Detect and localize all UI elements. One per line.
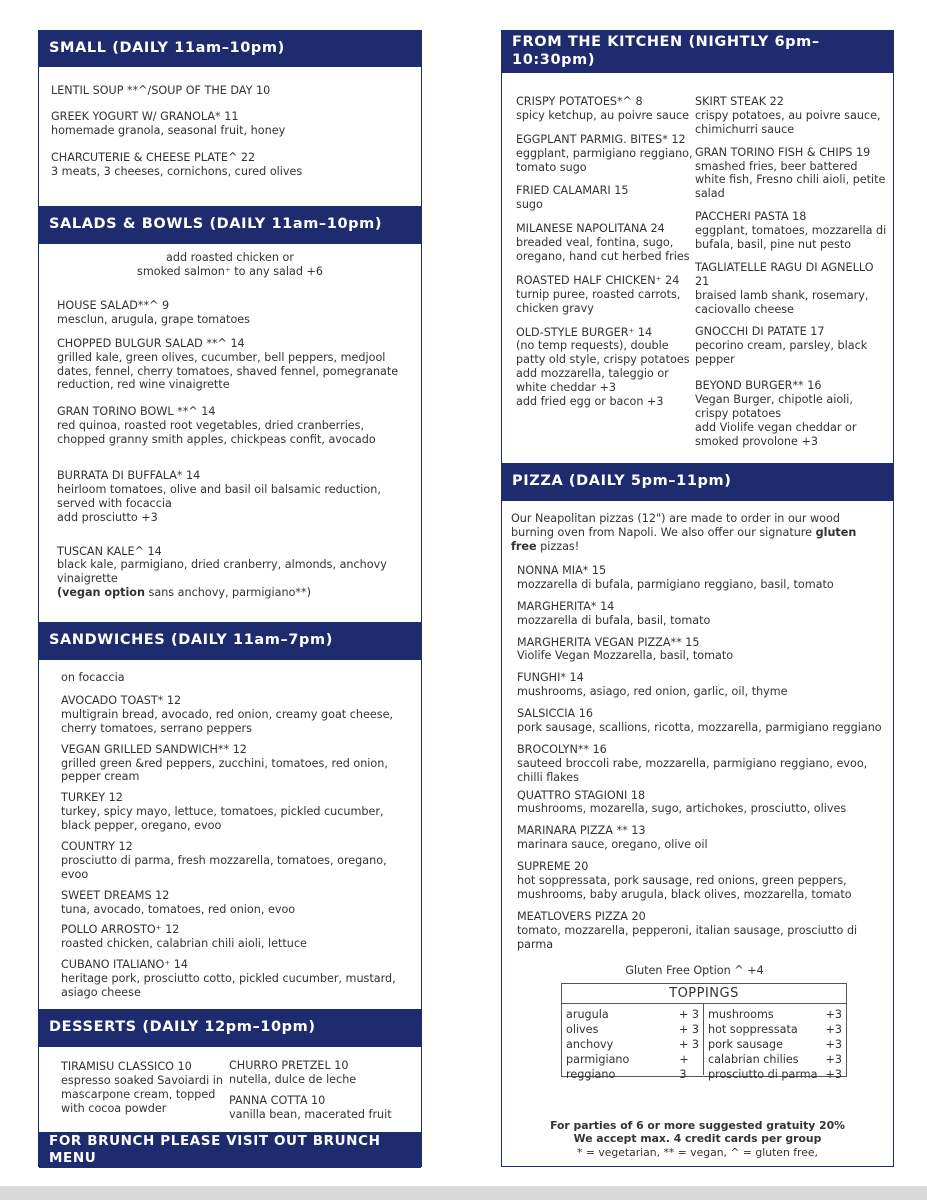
- item-name: NONNA MIA* 15: [517, 564, 607, 577]
- item-desc: red quinoa, roasted root vegetables, dried cranberries, chopped granny smith apples, chickpeas confit, avocado: [57, 419, 376, 447]
- pizza-intro: [502, 512, 893, 554]
- pizza-header-text: PIZZA (DAILY 5pm–11pm): [512, 473, 732, 490]
- item-desc: spicy ketchup, au poivre sauce: [516, 108, 690, 122]
- menu-item: [517, 910, 889, 952]
- item-desc: turkey, spicy mayo, lettuce, tomatoes, pickled cucumber, black pepper, oregano, evoo: [61, 805, 384, 833]
- desserts-left: [61, 1060, 226, 1123]
- item-desc: heritage pork, prosciutto cotto, pickled cucumber, mustard, asiago cheese: [61, 972, 396, 1000]
- sandwiches-items: [39, 694, 421, 1007]
- topping-row: [566, 1022, 699, 1037]
- item-desc: grilled green &red peppers, zucchini, tomatoes, red onion, pepper cream: [61, 756, 388, 784]
- topping-row: [708, 1037, 842, 1052]
- menu-item: [517, 600, 889, 628]
- topping-name: parmigiano reggiano: [566, 1053, 630, 1081]
- right-menu-column: [501, 30, 894, 1167]
- topping-row: [708, 1022, 842, 1037]
- menu-item: [61, 791, 399, 833]
- topping-price: + 3: [678, 1008, 699, 1021]
- item-desc: roasted chicken, calabrian chili aioli, lettuce: [61, 937, 307, 951]
- menu-item: [517, 860, 889, 902]
- page-bottom-strip: [0, 1186, 927, 1200]
- menu-item: [695, 325, 889, 367]
- item-extra: add Violife vegan cheddar or smoked provolone +3: [695, 420, 857, 448]
- menu-item: [61, 923, 399, 951]
- menu-item: [517, 707, 889, 735]
- menu-item: [51, 110, 409, 138]
- item-name: AVOCADO TOAST* 12: [61, 694, 182, 707]
- small-header-text: SMALL (DAILY 11am–10pm): [49, 40, 285, 57]
- salads-note: [39, 251, 421, 279]
- small-items: [39, 84, 421, 185]
- item-name: MEATLOVERS PIZZA 20: [517, 909, 646, 923]
- menu-item: [695, 95, 889, 137]
- item-name: PANNA COTTA 10: [229, 1093, 326, 1107]
- menu-item: [695, 210, 889, 252]
- pizza-intro-text: [511, 512, 884, 554]
- menu-item: [517, 671, 889, 699]
- item-desc: tuna, avocado, tomatoes, red onion, evoo: [61, 902, 296, 916]
- kitchen-right-items: [695, 95, 889, 456]
- menu-item: [517, 564, 889, 592]
- kitchen-left-items: [516, 95, 694, 416]
- item-vegan-note: [57, 586, 403, 600]
- menu-item: [516, 274, 694, 316]
- topping-row: [708, 1052, 842, 1067]
- menu-item: [516, 133, 694, 175]
- item-name: BEYOND BURGER** 16: [695, 379, 822, 393]
- menu-item: [57, 469, 403, 525]
- desserts-right: [229, 1059, 415, 1129]
- item-desc: eggplant, parmigiano reggiano, tomato sugo: [516, 146, 693, 174]
- topping-price: + 3: [678, 1038, 699, 1051]
- menu-item: [61, 840, 399, 882]
- menu-item: [517, 636, 889, 664]
- menu-item: [695, 146, 889, 202]
- topping-name: arugula: [566, 1008, 609, 1021]
- menu-item: [516, 222, 694, 264]
- menu-item: [229, 1059, 415, 1087]
- topping-price: +3: [825, 1068, 842, 1081]
- salads-note-line2: smoked salmon⁺ to any salad +6: [137, 264, 323, 278]
- item-desc: marinara sauce, oregano, olive oil: [517, 838, 708, 852]
- item-desc: 3 meats, 3 cheeses, cornichons, cured olives: [51, 164, 303, 178]
- topping-name: calabrian chilies: [708, 1053, 799, 1066]
- menu-item: [57, 545, 403, 601]
- topping-row: [708, 1067, 842, 1082]
- item-name: LENTIL SOUP **^/SOUP OF THE DAY 10: [51, 84, 271, 97]
- topping-name: pork sausage: [708, 1038, 784, 1051]
- salads-header-text: SALADS & BOWLS (DAILY 11am–10pm): [49, 216, 383, 233]
- desserts-header-text: DESSERTS (DAILY 12pm–10pm): [49, 1019, 316, 1036]
- topping-price: +3: [825, 1038, 842, 1051]
- toppings-title: TOPPINGS: [562, 984, 846, 1004]
- dietary-legend: * = vegetarian, ** = vegan, ^ = gluten free,: [577, 1145, 818, 1159]
- menu-item: [517, 743, 889, 785]
- item-desc: mozzarella di bufala, basil, tomato: [517, 613, 711, 627]
- item-name: SWEET DREAMS 12: [61, 888, 170, 902]
- item-name: CRISPY POTATOES*^ 8: [516, 95, 643, 108]
- footer-notes: [502, 1119, 893, 1159]
- item-name: SUPREME 20: [517, 860, 589, 874]
- topping-price: + 3: [678, 1023, 699, 1036]
- item-name: SALSICCIA 16: [517, 707, 593, 721]
- item-name: BROCOLYN** 16: [517, 742, 607, 756]
- gratuity-note: For parties of 6 or more suggested gratuity 20%: [550, 1119, 845, 1132]
- salads-items: [39, 299, 421, 607]
- topping-row: [566, 1052, 699, 1081]
- item-desc: crispy potatoes, au poivre sauce, chimichurri sauce: [695, 108, 881, 136]
- item-name: HOUSE SALAD**^ 9: [57, 299, 170, 312]
- item-desc: mushrooms, mozarella, sugo, artichokes, prosciutto, olives: [517, 802, 847, 816]
- toppings-right-column: [704, 1004, 846, 1081]
- menu-item: [516, 184, 694, 212]
- item-name: GNOCCHI DI PATATE 17: [695, 325, 825, 339]
- item-desc: vanilla bean, macerated fruit: [229, 1107, 392, 1121]
- item-desc: heirloom tomatoes, olive and basil oil balsamic reduction, served with focaccia: [57, 482, 381, 510]
- item-desc: braised lamb shank, rosemary, caciovallo cheese: [695, 288, 869, 316]
- menu-item: [516, 95, 694, 123]
- gluten-free-option: [502, 964, 893, 978]
- vegan-option-label: (vegan option: [57, 586, 145, 600]
- pizza-intro-a: Our Neapolitan pizzas (12") are made to order in our wood burning oven from Napoli. We also offer our signature: [511, 512, 840, 539]
- item-desc: prosciutto di parma, fresh mozzarella, tomatoes, oregano, evoo: [61, 853, 387, 881]
- kitchen-section-header: [502, 31, 893, 73]
- item-name: TUSCAN KALE^ 14: [57, 544, 162, 558]
- topping-price: + 3: [679, 1053, 689, 1081]
- pizza-intro-bold: gluten free: [511, 525, 857, 553]
- menu-item: [57, 405, 403, 447]
- item-extra: add fried egg or bacon +3: [516, 395, 664, 409]
- sandwiches-note: [39, 671, 421, 685]
- toppings-columns: [562, 1004, 846, 1081]
- menu-item: [51, 84, 409, 98]
- menu-item: [695, 261, 889, 317]
- menu-item: [695, 379, 889, 448]
- item-extra: add prosciutto +3: [57, 510, 158, 524]
- item-desc: pork sausage, scallions, ricotta, mozzarella, parmigiano reggiano: [517, 721, 882, 735]
- item-name: FUNGHI* 14: [517, 671, 584, 685]
- item-name: TURKEY 12: [61, 791, 123, 805]
- item-name: GREEK YOGURT W/ GRANOLA* 11: [51, 109, 239, 123]
- menu-item: [61, 889, 399, 917]
- item-name: PACCHERI PASTA 18: [695, 210, 807, 224]
- item-name: EGGPLANT PARMIG. BITES* 12: [516, 132, 686, 146]
- topping-name: anchovy: [566, 1038, 614, 1051]
- item-desc: (no temp requests), double patty old style, crispy potatoes add mozzarella, taleggio or white cheddar +3: [516, 339, 690, 395]
- item-name: QUATTRO STAGIONI 18: [517, 788, 646, 802]
- item-name: COUNTRY 12: [61, 840, 133, 854]
- item-name: TIRAMISU CLASSICO 10: [61, 1060, 192, 1073]
- item-desc: eggplant, tomatoes, mozzarella di bufala, basil, pine nut pesto: [695, 224, 887, 252]
- sandwiches-note-text: on focaccia: [61, 671, 125, 684]
- credit-card-note: We accept max. 4 credit cards per group: [573, 1132, 822, 1146]
- item-name: MILANESE NAPOLITANA 24: [516, 222, 665, 236]
- topping-price: +3: [825, 1023, 842, 1036]
- item-name: VEGAN GRILLED SANDWICH** 12: [61, 742, 247, 756]
- menu-item: [57, 299, 403, 327]
- menu-item: [516, 326, 694, 409]
- item-desc: mushrooms, asiago, red onion, garlic, oil, thyme: [517, 685, 788, 699]
- item-name: MARGHERITA VEGAN PIZZA** 15: [517, 635, 700, 649]
- item-desc: homemade granola, seasonal fruit, honey: [51, 123, 286, 137]
- item-desc: mesclun, arugula, grape tomatoes: [57, 312, 251, 326]
- topping-name: prosciutto di parma: [708, 1068, 818, 1081]
- salads-section-header: [39, 206, 421, 244]
- item-desc: multigrain bread, avocado, red onion, creamy goat cheese, cherry tomatoes, serrano peppers: [61, 707, 394, 735]
- brunch-footer-bar: [39, 1132, 421, 1168]
- item-name: CHOPPED BULGUR SALAD **^ 14: [57, 336, 245, 350]
- toppings-table: [561, 983, 847, 1081]
- item-name: MARGHERITA* 14: [517, 599, 615, 613]
- topping-name: hot soppressata: [708, 1023, 798, 1036]
- item-desc: breaded veal, fontina, sugo, oregano, hand cut herbed fries: [516, 236, 690, 264]
- menu-item: [61, 694, 399, 736]
- pizza-items: [502, 564, 893, 958]
- menu-item: [229, 1094, 415, 1122]
- pizza-section-header: [502, 463, 893, 501]
- item-desc: grilled kale, green olives, cucumber, bell peppers, medjool dates, fennel, cherry tomatoes, shaved fennel, pomegranate reduction, red wine vinaigrette: [57, 350, 399, 392]
- topping-price: +3: [825, 1008, 842, 1021]
- item-desc: Violife Vegan Mozzarella, basil, tomato: [517, 649, 734, 663]
- topping-name: olives: [566, 1023, 599, 1036]
- item-name: MARINARA PIZZA ** 13: [517, 824, 646, 838]
- item-desc: sauteed broccoli rabe, mozzarella, parmigiano reggiano, evoo, chilli flakes: [517, 756, 868, 784]
- menu-item: [51, 151, 409, 179]
- item-name: GRAN TORINO BOWL **^ 14: [57, 405, 216, 419]
- item-name: TAGLIATELLE RAGU DI AGNELLO 21: [695, 260, 874, 288]
- item-desc: sugo: [516, 198, 543, 212]
- salads-note-line1: add roasted chicken or: [166, 251, 294, 264]
- item-name: SKIRT STEAK 22: [695, 95, 784, 108]
- toppings-left-column: [562, 1004, 704, 1081]
- left-menu-column: [38, 30, 422, 1167]
- menu-item: [61, 958, 399, 1000]
- item-desc: tomato, mozzarella, pepperoni, italian sausage, prosciutto di parma: [517, 923, 858, 951]
- item-name: FRIED CALAMARI 15: [516, 184, 629, 198]
- topping-row: [708, 1007, 842, 1022]
- menu-item: [517, 789, 889, 817]
- menu-item: [57, 337, 403, 393]
- item-desc: smashed fries, beer battered white fish, Fresno chili aioli, petite salad: [695, 159, 886, 201]
- item-name: ROASTED HALF CHICKEN⁺ 24: [516, 273, 680, 287]
- kitchen-header-text: FROM THE KITCHEN (NIGHTLY 6pm–10:30pm): [512, 34, 820, 68]
- menu-item: [517, 824, 889, 852]
- pizza-intro-b: pizzas!: [536, 539, 580, 553]
- item-desc: nutella, dulce de leche: [229, 1072, 357, 1086]
- menu-item: [61, 1060, 226, 1116]
- desserts-section-header: [39, 1009, 421, 1047]
- topping-name: mushrooms: [708, 1008, 774, 1021]
- item-name: GRAN TORINO FISH & CHIPS 19: [695, 145, 871, 159]
- item-desc: mozzarella di bufala, parmigiano reggiano, basil, tomato: [517, 577, 834, 591]
- small-section-header: [39, 31, 421, 67]
- item-name: OLD-STYLE BURGER⁺ 14: [516, 325, 653, 339]
- item-desc: black kale, parmigiano, dried cranberry, almonds, anchovy vinaigrette: [57, 558, 387, 586]
- item-desc: pecorino cream, parsley, black pepper: [695, 339, 868, 367]
- brunch-footer-text: FOR BRUNCH PLEASE VISIT OUT BRUNCH MENU: [49, 1133, 381, 1166]
- item-name: CHURRO PRETZEL 10: [229, 1059, 349, 1072]
- item-desc: hot soppressata, pork sausage, red onions, green peppers, mushrooms, baby arugula, black olives, mozzarella, tomato: [517, 874, 852, 901]
- item-name: CUBANO ITALIANO⁺ 14: [61, 958, 189, 972]
- sandwiches-header-text: SANDWICHES (DAILY 11am–7pm): [49, 632, 333, 649]
- item-name: BURRATA DI BUFFALA* 14: [57, 469, 201, 483]
- item-desc: espresso soaked Savoiardi in mascarpone cream, topped with cocoa powder: [61, 1073, 224, 1115]
- topping-row: [566, 1007, 699, 1022]
- vegan-option-rest: sans anchovy, parmigiano**): [144, 586, 311, 600]
- item-name: POLLO ARROSTO⁺ 12: [61, 923, 180, 937]
- sandwiches-section-header: [39, 622, 421, 660]
- menu-item: [61, 743, 399, 785]
- topping-price: +3: [825, 1053, 842, 1066]
- item-desc: turnip puree, roasted carrots, chicken gravy: [516, 287, 681, 315]
- item-desc: Vegan Burger, chipotle aioli, crispy potatoes: [695, 393, 853, 420]
- gluten-free-text: Gluten Free Option ^ +4: [625, 964, 764, 977]
- topping-row: [566, 1037, 699, 1052]
- item-name: CHARCUTERIE & CHEESE PLATE^ 22: [51, 150, 256, 164]
